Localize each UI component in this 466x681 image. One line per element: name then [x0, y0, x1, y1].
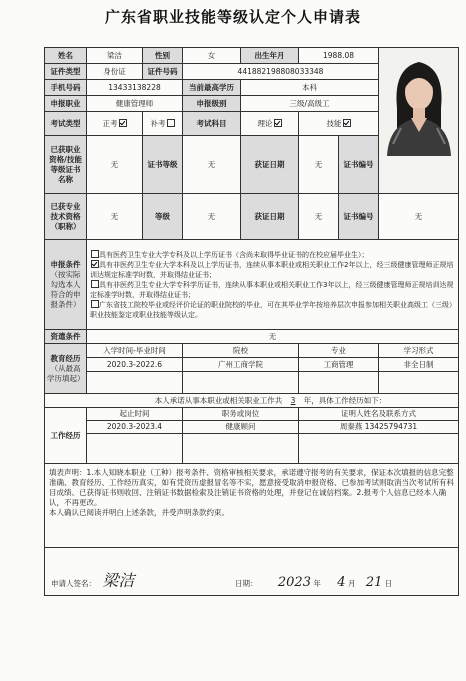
exam-skill-label: 技能 [326, 118, 342, 128]
prev-tech-level[interactable]: 无 [183, 194, 241, 240]
applicant-photo [379, 48, 458, 193]
education-label: 当前最高学历 [183, 80, 241, 96]
level-value[interactable]: 三级/高级工 [241, 96, 379, 112]
condition-item[interactable] [90, 280, 455, 300]
exam-regular-checkbox[interactable] [119, 119, 127, 127]
prev-skill-date[interactable]: 无 [299, 136, 339, 194]
major-header: 专业 [299, 344, 379, 358]
sign-day-unit: 日 [384, 579, 393, 588]
phone-value[interactable]: 13433138228 [87, 80, 183, 96]
photo-cell [379, 48, 459, 194]
school-value[interactable]: 广州工商学院 [183, 358, 299, 372]
declaration [45, 464, 459, 548]
cert-level-label: 证书等级 [143, 136, 183, 194]
exam-makeup-label: 补考 [150, 118, 166, 128]
condition-3-checkbox[interactable] [91, 280, 99, 288]
major-value[interactable]: 工商管理 [299, 358, 379, 372]
sign-year-unit: 年 [313, 579, 321, 588]
exam-skill[interactable] [299, 112, 379, 136]
tech-level-label: 等级 [143, 194, 183, 240]
work-cond-value[interactable]: 无 [87, 330, 459, 344]
witness-value[interactable]: 周秦燕 13425794731 [299, 421, 459, 434]
edu-empty-4[interactable] [379, 372, 459, 394]
date-label: 日期： [235, 579, 258, 588]
prev-tech-label: 已获专业技术资格（职称） [45, 194, 87, 240]
applicant-sign-label: 申请人签名： [51, 579, 96, 588]
form-table [44, 47, 459, 596]
exam-regular[interactable] [87, 112, 143, 136]
declaration-text: 填表声明：1.本人知晓本职业（工种）报考条件、资格审核相关要求，承诺遵守报考的有关要求，保证本次填报的信息完整准确、教育经历、工作经历真实，如有凭资历虚报冒名等不实，愿意接受取消申报资格、已参加考试则取消当次考试所有科目成绩、已获得证书则收回、注销证书数据检索及注销证书资格的处理，并登记在诚信档案。2.报考个人信息已经本人确认，不再更改。 [49, 468, 454, 507]
condition-2-checkbox[interactable] [91, 260, 99, 268]
birth-value[interactable]: 1988.08 [299, 48, 379, 64]
apply-cond-title: 申报条件 [50, 259, 81, 269]
work-period-value[interactable]: 2020.3-2023.4 [87, 421, 183, 434]
prev-skill-label: 已获职业资格/技能等级证书名称 [45, 136, 87, 194]
witness-header: 证明人姓名及联系方式 [299, 408, 459, 421]
work-statement [45, 394, 459, 408]
apply-cond-list [87, 240, 459, 330]
exam-theory-label: 理论 [257, 118, 273, 128]
name-value[interactable]: 梁洁 [87, 48, 143, 64]
work-statement-prefix: 本人承诺从事本职业或相关职业工作共 [154, 395, 283, 405]
gender-label: 性别 [143, 48, 183, 64]
id-type-value[interactable]: 身份证 [87, 64, 143, 80]
occupation-value[interactable]: 健康管理师 [87, 96, 183, 112]
sign-month[interactable]: 4 [337, 575, 346, 590]
work-empty-2[interactable] [183, 434, 299, 464]
work-empty-1[interactable] [87, 434, 183, 464]
applicant-signature[interactable]: 梁洁 [102, 571, 135, 590]
work-years-value[interactable]: 3 [290, 395, 296, 405]
edu-history-title: 教育经历 [50, 353, 81, 363]
edu-empty-2[interactable] [183, 372, 299, 394]
exam-skill-checkbox[interactable] [343, 119, 351, 127]
condition-item[interactable] [90, 260, 455, 280]
study-form-value[interactable]: 非全日制 [379, 358, 459, 372]
id-no-value[interactable]: 441882198808033348 [183, 64, 379, 80]
prev-tech-date[interactable]: 无 [299, 194, 339, 240]
edu-period-header: 入学时间-毕业时间 [87, 344, 183, 358]
declaration-confirm: 本人确认已阅读并明白上述条款，并受声明条款约束。 [49, 508, 229, 517]
position-header: 职务或岗位 [183, 408, 299, 421]
prev-skill-name[interactable]: 无 [87, 136, 143, 194]
exam-type-label: 考试类型 [45, 112, 87, 136]
issue-date-label: 获证日期 [241, 136, 299, 194]
condition-4-checkbox[interactable] [91, 300, 99, 308]
condition-2-text: 具有非医药卫生专业大学本科及以上学历证书，连续从事本职业或相关职业工作2年以上，经三级健康管理师正规培训达规定标准学时数，并取得结业证书； [90, 260, 454, 279]
edu-empty-3[interactable] [299, 372, 379, 394]
edu-empty-1[interactable] [87, 372, 183, 394]
sign-date[interactable] [235, 575, 393, 590]
exam-makeup-checkbox[interactable] [167, 119, 175, 127]
portrait-image [379, 48, 458, 156]
edu-period-value[interactable]: 2020.3-2022.6 [87, 358, 183, 372]
level-label: 申报级别 [183, 96, 241, 112]
exam-theory[interactable] [241, 112, 299, 136]
work-history-label: 工作经历 [45, 408, 87, 464]
tech-date-label: 获证日期 [241, 194, 299, 240]
study-form-header: 学习形式 [379, 344, 459, 358]
occupation-label: 申报职业 [45, 96, 87, 112]
id-type-label: 证件类型 [45, 64, 87, 80]
school-header: 院校 [183, 344, 299, 358]
condition-item[interactable] [90, 250, 455, 260]
gender-value[interactable]: 女 [183, 48, 241, 64]
form-title: 广东省职业技能等级认定个人申请表 [104, 8, 361, 26]
phone-label: 手机号码 [45, 80, 87, 96]
exam-regular-label: 正考 [102, 118, 118, 128]
signature-row [45, 548, 459, 596]
apply-cond-note: （按实际勾选本人符合的申报条件） [50, 269, 81, 309]
education-value[interactable]: 本科 [241, 80, 379, 96]
exam-subject-label: 考试科目 [183, 112, 241, 136]
tech-no-label: 证书编号 [339, 194, 379, 240]
position-value[interactable]: 健康顾问 [183, 421, 299, 434]
prev-tech-name[interactable]: 无 [87, 194, 143, 240]
prev-tech-no[interactable]: 无 [379, 194, 459, 240]
work-statement-suffix: 年，具体工作经历如下： [303, 395, 387, 405]
condition-1-checkbox[interactable] [91, 250, 99, 258]
birth-label: 出生年月 [241, 48, 299, 64]
sign-day[interactable]: 21 [365, 575, 383, 590]
name-label: 姓名 [45, 48, 87, 64]
sign-month-unit: 月 [347, 579, 356, 588]
condition-item[interactable] [90, 300, 455, 320]
id-no-label: 证件号码 [143, 64, 183, 80]
work-empty-3[interactable] [299, 434, 459, 464]
cert-no-label: 证书编号 [339, 136, 379, 194]
sign-year[interactable]: 2023 [277, 575, 311, 590]
condition-4-text: 广东省技工院校毕业或经评价论证的职业院校的毕业，可在其毕业学年按培养层次申报参加相关职业高级工（三级）职业技能鉴定或职业技能等级认定。 [90, 300, 453, 319]
condition-3-text: 具有非医药卫生专业大学专科学历证书，连续从事本职业或相关职业工作3年以上，经三级健康管理师正规培训达规定标准学时数，并取得结业证书； [90, 280, 454, 299]
work-cond-label: 资遣条件 [45, 330, 87, 344]
condition-1-text: 具有医药卫生专业大学专科及以上学历证书（含尚未取得毕业证书的在校应届毕业生）； [99, 250, 369, 259]
edu-history-label [45, 344, 87, 394]
exam-theory-checkbox[interactable] [274, 119, 282, 127]
work-period-header: 起止时间 [87, 408, 183, 421]
exam-makeup[interactable] [143, 112, 183, 136]
edu-history-note: （从最高学历填起） [47, 363, 85, 383]
prev-skill-level[interactable]: 无 [183, 136, 241, 194]
apply-cond-label [45, 240, 87, 330]
